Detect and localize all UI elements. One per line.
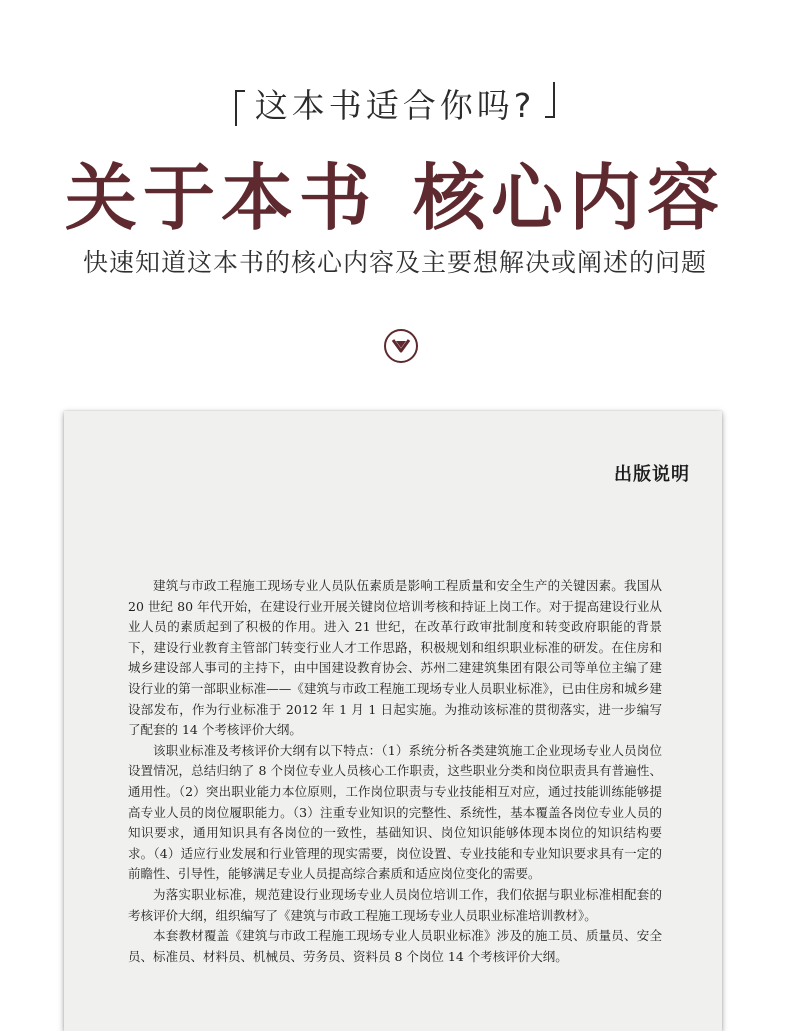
question-text: 这本书适合你吗? [254, 86, 536, 125]
paragraph-2: 该职业标准及考核评价大纲有以下特点：（1）系统分析各类建筑施工企业现场专业人员岗位设置情况，总结归纳了 8 个岗位专业人员核心工作职责，这些职业分类和岗位职责具有普遍性、通用性。（2）突出职业能力本位原则，工作岗位职责与专业技能相互对应，通过技能训练能够提高专业人员的岗位履职能力。（3）注重专业知识的完整性、系统性，基本覆盖各岗位专业人员的知识要求，通用知识具有各岗位的一致性，基础知识、岗位知识能够体现本岗位的知识结构要求。（4）适应行业发展和行业管理的现实需要，岗位设置、专业技能和专业知识要求具有一定的前瞻性、引导性，能够满足专业人员提高综合素质和适应岗位变化的需要。 [128, 742, 662, 882]
paragraph-3: 为落实职业标准，规范建设行业现场专业人员岗位培训工作，我们依据与职业标准相配套的考核评价大纲，组织编写了《建筑与市政工程施工现场专业人员职业标准培训教材》。 [128, 886, 662, 923]
paragraph-1: 建筑与市政工程施工现场专业人员队伍素质是影响工程质量和安全生产的关键因素。我国从 20 世纪 80 年代开始，在建设行业开展关键岗位培训考核和持证上岗工作。对于提高建设行业从业人员的素质起到了积极的作用。进入 21 世纪，在改革行政审批制度和转变政府职能的背景下，建设行业教育主管部门转变行业人才工作思路，积极规划和组织职业标准的研发。在住房和城乡建设部人事司的主持下，由中国建设教育协会、苏州二建建筑集团有限公司等单位主编了建设行业的第一部职业标准——《建筑与市政工程施工现场专业人员职业标准》，已由住房和城乡建设部发布，作为行业标准于 2012 年 1 月 1 日起实施。为推动该标准的贯彻落实，进一步编写了配套的 14 个考核评价大纲。 [128, 578, 662, 738]
main-title-part2: 核心内容 [413, 155, 726, 240]
question-banner [0, 80, 790, 127]
main-title-part1: 关于本书 [64, 155, 377, 240]
paragraph-4: 本套教材覆盖《建筑与市政工程施工现场专业人员职业标准》涉及的施工员、质量员、安全员、标准员、材料员、机械员、劳务员、资料员 8 个岗位 14 个考核评价大纲。 [128, 928, 662, 964]
left-bracket [235, 90, 245, 126]
main-title [0, 140, 790, 244]
page-heading: 出版说明 [614, 464, 690, 485]
chevron-down-circle-icon[interactable] [384, 329, 418, 363]
right-bracket [545, 82, 555, 118]
chevron-down-icon [391, 337, 411, 355]
page-body [128, 576, 662, 967]
subtitle: 快速知道这本书的核心内容及主要想解决或阐述的问题 [82, 248, 707, 277]
intro-header [0, 0, 790, 410]
